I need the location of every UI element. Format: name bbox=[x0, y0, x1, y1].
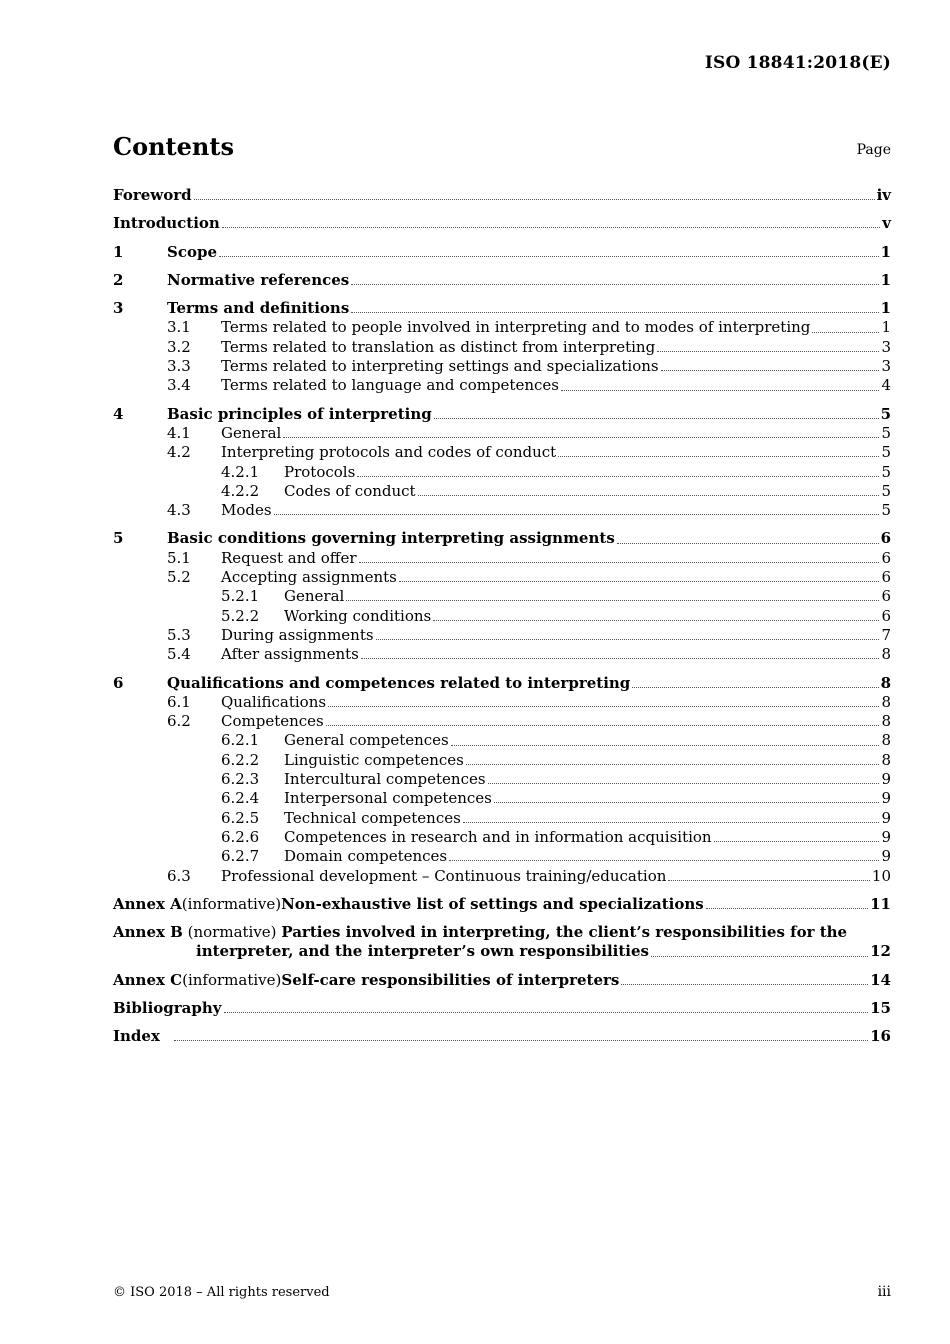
toc-entry-title: Modes bbox=[221, 501, 272, 520]
toc-entry-number: 6.2.4 bbox=[221, 789, 260, 808]
toc-entry-title: Linguistic competences bbox=[284, 750, 464, 769]
dot-leader bbox=[657, 351, 879, 352]
annex-line-1 bbox=[113, 923, 891, 942]
toc-entry-index[interactable] bbox=[113, 1027, 891, 1046]
toc-entry-page: 8 bbox=[881, 731, 891, 750]
toc-heading: Contents bbox=[113, 132, 234, 161]
toc-entry-number: 3 bbox=[113, 299, 124, 318]
toc-entry-number: 5.2.1 bbox=[221, 587, 260, 606]
annex-kind: (normative) bbox=[187, 923, 277, 942]
dot-leader bbox=[174, 1040, 868, 1041]
toc-entry[interactable] bbox=[113, 243, 891, 262]
toc-entry[interactable] bbox=[113, 405, 891, 424]
toc-entry[interactable] bbox=[113, 357, 891, 376]
toc-entry-page: 1 bbox=[880, 270, 891, 289]
annex-kind: (informative) bbox=[181, 894, 282, 913]
table-of-contents bbox=[113, 186, 891, 1047]
dot-leader bbox=[376, 639, 880, 640]
toc-entry-page: 1 bbox=[881, 318, 891, 337]
toc-entry-title: Technical competences bbox=[284, 808, 461, 827]
dot-leader bbox=[449, 860, 879, 861]
toc-entry-title: Qualifications bbox=[221, 692, 327, 711]
annex-page: 11 bbox=[870, 894, 891, 913]
toc-entry[interactable] bbox=[113, 299, 891, 318]
toc-entry-page: 16 bbox=[870, 1027, 891, 1046]
toc-entry-title: During assignments bbox=[221, 625, 374, 644]
dot-leader bbox=[632, 687, 878, 688]
toc-entry-number: 6.2.7 bbox=[221, 847, 260, 866]
toc-entry-title: Competences bbox=[221, 712, 324, 731]
toc-entry-page: 10 bbox=[871, 866, 891, 885]
toc-entry-page: 5 bbox=[881, 501, 891, 520]
annex-line-2 bbox=[113, 942, 891, 961]
toc-entry-page: 1 bbox=[880, 299, 891, 318]
toc-entry-number: 5.1 bbox=[167, 548, 191, 567]
toc-entry-title: Introduction bbox=[113, 214, 220, 233]
dot-leader bbox=[558, 456, 879, 457]
toc-entry-number: 4.2.2 bbox=[221, 481, 260, 500]
toc-entry-page: 15 bbox=[870, 998, 891, 1017]
footer-page-number: iii bbox=[877, 1284, 891, 1300]
toc-entry[interactable] bbox=[113, 463, 891, 482]
toc-entry-title: Terms related to people involved in interpreting and to modes of interpreting bbox=[221, 318, 811, 337]
toc-entry-page: 6 bbox=[881, 568, 891, 587]
toc-entry-page: 6 bbox=[881, 548, 891, 567]
toc-entry-title: Professional development – Continuous training/education bbox=[221, 866, 667, 885]
toc-entry-number: 5.4 bbox=[167, 645, 191, 664]
toc-entry-page: 8 bbox=[881, 692, 891, 711]
toc-entry-title: Interpersonal competences bbox=[284, 789, 492, 808]
dot-leader bbox=[812, 332, 879, 333]
toc-entry[interactable] bbox=[113, 607, 891, 626]
annex-title: Non-exhaustive list of settings and specializations bbox=[281, 894, 704, 913]
toc-entry-title: Normative references bbox=[167, 270, 350, 289]
toc-entry-number: 4.3 bbox=[167, 501, 191, 520]
toc-entry-number: 6.2.1 bbox=[221, 731, 260, 750]
toc-entry[interactable] bbox=[113, 828, 891, 847]
annex-label: Annex C bbox=[113, 970, 183, 989]
toc-entry[interactable] bbox=[113, 529, 891, 548]
dot-leader bbox=[359, 562, 880, 563]
toc-entry[interactable] bbox=[113, 731, 891, 750]
dot-leader bbox=[621, 984, 868, 985]
dot-leader bbox=[714, 841, 880, 842]
dot-leader bbox=[219, 256, 879, 257]
dot-leader bbox=[706, 908, 868, 909]
annex-page: 12 bbox=[870, 942, 891, 961]
toc-entry-page: 3 bbox=[881, 337, 891, 356]
toc-entry-number: 6.3 bbox=[167, 866, 191, 885]
toc-entry-number: 4.2.1 bbox=[221, 462, 260, 481]
footer-copyright: © ISO 2018 – All rights reserved bbox=[113, 1285, 330, 1300]
toc-entry-title: General competences bbox=[284, 731, 449, 750]
toc-entry-number: 5 bbox=[113, 529, 124, 548]
toc-entry-title: Codes of conduct bbox=[284, 481, 416, 500]
toc-entry-page: 1 bbox=[880, 242, 891, 261]
toc-entry-number: 5.2.2 bbox=[221, 606, 260, 625]
dot-leader bbox=[651, 956, 868, 957]
toc-entry[interactable] bbox=[113, 424, 891, 443]
toc-entry[interactable] bbox=[113, 482, 891, 501]
toc-entry-number: 6 bbox=[113, 673, 124, 692]
toc-entry-page: 3 bbox=[881, 357, 891, 376]
toc-entry-number: 4.2 bbox=[167, 443, 191, 462]
toc-entry-number: 3.2 bbox=[167, 337, 191, 356]
toc-entry-page: v bbox=[882, 214, 891, 233]
toc-entry-page: 5 bbox=[881, 462, 891, 481]
toc-entry-title: Basic conditions governing interpreting assignments bbox=[167, 529, 615, 548]
toc-entry-page: 9 bbox=[881, 789, 891, 808]
toc-entry-title: Working conditions bbox=[284, 606, 432, 625]
toc-entry-annex-b[interactable] bbox=[113, 923, 891, 962]
dot-leader bbox=[328, 706, 879, 707]
toc-entry-page: 8 bbox=[880, 673, 891, 692]
toc-entry-number: 3.3 bbox=[167, 357, 191, 376]
dot-leader bbox=[361, 658, 880, 659]
toc-entry-title: Qualifications and competences related to interpreting bbox=[167, 673, 631, 692]
toc-entry[interactable] bbox=[113, 626, 891, 645]
dot-leader bbox=[668, 880, 870, 881]
dot-leader bbox=[222, 227, 880, 228]
toc-entry-page: 5 bbox=[880, 404, 891, 423]
toc-entry-page: 9 bbox=[881, 847, 891, 866]
toc-entry-number: 3.4 bbox=[167, 376, 191, 395]
dot-leader bbox=[283, 437, 879, 438]
dot-leader bbox=[451, 745, 880, 746]
document-identifier: ISO 18841:2018(E) bbox=[704, 53, 891, 73]
toc-entry[interactable] bbox=[113, 645, 891, 664]
toc-entry[interactable] bbox=[113, 214, 891, 233]
toc-entry[interactable] bbox=[113, 338, 891, 357]
toc-entry[interactable] bbox=[113, 751, 891, 770]
toc-entry-page: 4 bbox=[881, 376, 891, 395]
toc-entry-page: 5 bbox=[881, 481, 891, 500]
toc-entry-title: Terms related to interpreting settings and specializations bbox=[221, 357, 659, 376]
annex-title-line-2: interpreter, and the interpreter’s own responsibilities bbox=[196, 942, 649, 961]
toc-entry-number: 4 bbox=[113, 404, 124, 423]
dot-leader bbox=[661, 370, 880, 371]
dot-leader bbox=[494, 802, 880, 803]
toc-entry-number: 3.1 bbox=[167, 318, 191, 337]
toc-entry-number: 6.2 bbox=[167, 712, 191, 731]
toc-entry[interactable] bbox=[113, 712, 891, 731]
toc-entry[interactable] bbox=[113, 549, 891, 568]
toc-entry-title: Terms related to translation as distinct from interpreting bbox=[221, 337, 656, 356]
annex-title-line-1: Parties involved in interpreting, the client’s responsibilities for the bbox=[281, 923, 848, 942]
dot-leader bbox=[418, 495, 880, 496]
toc-entry-page: 8 bbox=[881, 712, 891, 731]
toc-entry-bibliography[interactable] bbox=[113, 999, 891, 1018]
dot-leader bbox=[224, 1012, 869, 1013]
dot-leader bbox=[399, 581, 880, 582]
toc-entry[interactable] bbox=[113, 501, 891, 520]
dot-leader bbox=[466, 764, 880, 765]
toc-entry[interactable] bbox=[113, 789, 891, 808]
toc-entry[interactable] bbox=[113, 847, 891, 866]
dot-leader bbox=[351, 312, 878, 313]
toc-entry-title: Competences in research and in information acquisition bbox=[284, 827, 712, 846]
dot-leader bbox=[326, 725, 880, 726]
dot-leader bbox=[463, 822, 880, 823]
toc-entry-number: 6.2.2 bbox=[221, 750, 260, 769]
toc-entry-page: 5 bbox=[881, 443, 891, 462]
toc-entry[interactable] bbox=[113, 770, 891, 789]
toc-entry-page: 9 bbox=[881, 808, 891, 827]
toc-entry-page: 5 bbox=[881, 423, 891, 442]
toc-entry[interactable] bbox=[113, 186, 891, 205]
toc-entry-page: 7 bbox=[881, 625, 891, 644]
toc-entry[interactable] bbox=[113, 867, 891, 886]
toc-entry-title: Foreword bbox=[113, 186, 192, 204]
toc-entry-title: Index bbox=[113, 1027, 160, 1046]
toc-entry-title: Interpreting protocols and codes of conduct bbox=[221, 443, 557, 462]
toc-entry[interactable] bbox=[113, 318, 891, 337]
toc-entry-page: 8 bbox=[881, 750, 891, 769]
annex-kind: (informative) bbox=[182, 970, 282, 989]
toc-entry-number: 5.3 bbox=[167, 625, 191, 644]
toc-entry-title: Terms and definitions bbox=[167, 299, 350, 318]
toc-entry-number: 6.1 bbox=[167, 692, 191, 711]
dot-leader bbox=[488, 783, 880, 784]
toc-entry-title: General bbox=[221, 423, 282, 442]
toc-entry[interactable] bbox=[113, 809, 891, 828]
toc-entry-title: Terms related to language and competences bbox=[221, 376, 559, 395]
dot-leader bbox=[274, 514, 880, 515]
toc-entry-number: 6.2.5 bbox=[221, 808, 260, 827]
toc-entry-title: General bbox=[284, 587, 345, 606]
toc-entry-title: Accepting assignments bbox=[221, 568, 397, 587]
toc-entry[interactable] bbox=[113, 674, 891, 693]
toc-entry-title: Request and offer bbox=[221, 548, 357, 567]
annex-page: 14 bbox=[870, 970, 891, 989]
dot-leader bbox=[561, 390, 879, 391]
toc-entry-page: iv bbox=[876, 186, 891, 204]
toc-entry-number: 6.2.6 bbox=[221, 827, 260, 846]
annex-title: Self-care responsibilities of interpreters bbox=[281, 970, 620, 989]
dot-leader bbox=[346, 600, 879, 601]
toc-entry-page: 6 bbox=[881, 606, 891, 625]
toc-entry-number: 1 bbox=[113, 242, 124, 261]
dot-leader bbox=[434, 418, 879, 419]
dot-leader bbox=[357, 476, 879, 477]
dot-leader bbox=[351, 284, 878, 285]
toc-entry-number: 6.2.3 bbox=[221, 770, 260, 789]
toc-entry-page: 6 bbox=[881, 587, 891, 606]
dot-leader bbox=[617, 543, 879, 544]
toc-entry-page: 9 bbox=[881, 827, 891, 846]
dot-leader bbox=[433, 620, 879, 621]
toc-entry-title: Intercultural competences bbox=[284, 770, 486, 789]
dot-leader bbox=[194, 199, 875, 200]
page-column-label: Page bbox=[856, 142, 891, 158]
toc-entry-annex-c[interactable] bbox=[113, 971, 891, 990]
toc-entry[interactable] bbox=[113, 568, 891, 587]
toc-entry-number: 5.2 bbox=[167, 568, 191, 587]
toc-entry-title: Domain competences bbox=[284, 847, 448, 866]
annex-label: Annex A bbox=[113, 894, 182, 913]
toc-entry[interactable] bbox=[113, 693, 891, 712]
toc-entry-title: Protocols bbox=[284, 462, 356, 481]
toc-entry-number: 4.1 bbox=[167, 423, 191, 442]
toc-entry[interactable] bbox=[113, 587, 891, 606]
toc-entry-page: 8 bbox=[881, 645, 891, 664]
toc-entry-annex-a[interactable] bbox=[113, 895, 891, 914]
toc-entry-page: 9 bbox=[881, 770, 891, 789]
toc-entry-page: 6 bbox=[880, 529, 891, 548]
toc-entry-title: Bibliography bbox=[113, 998, 222, 1017]
toc-entry[interactable] bbox=[113, 376, 891, 395]
toc-entry-title: Basic principles of interpreting bbox=[167, 404, 432, 423]
toc-entry[interactable] bbox=[113, 271, 891, 290]
toc-entry-title: Scope bbox=[167, 242, 218, 261]
toc-entry[interactable] bbox=[113, 443, 891, 462]
toc-entry-number: 2 bbox=[113, 270, 124, 289]
annex-label: Annex B bbox=[113, 923, 183, 942]
toc-entry-title: After assignments bbox=[221, 645, 359, 664]
